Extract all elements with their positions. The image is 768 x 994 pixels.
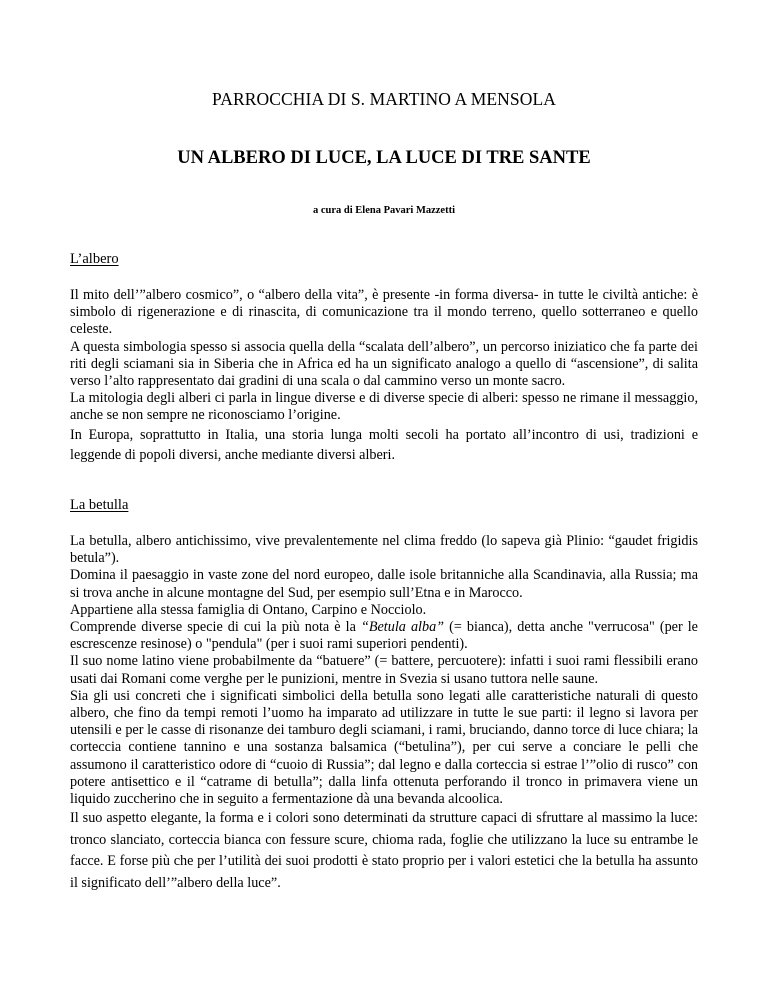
species-text-after: (= bianca), detta anche "verrucosa" (per le escrescenze resinose) o "pendula" (per i suoi rami superiori pendenti).	[70, 619, 698, 653]
paragraph: Il mito dell’”albero cosmico”, o “albero della vita”, è presente -in forma diversa- in tutte le civiltà antiche: è simbolo di rigenerazione e di rinascita, di comunicazione tra il mondo terreno, quello sotterraneo e quello celeste.	[70, 287, 698, 338]
paragraph: In Europa, soprattutto in Italia, una storia lunga molti secoli ha portato all’incontro di usi, tradizioni e leggende di popoli diversi, anche mediante diversi alberi.	[70, 426, 698, 463]
paragraph: Il suo aspetto elegante, la forma e i colori sono determinati da strutture capaci di sfruttare al massimo la luce: tronco slanciato, corteccia bianca con fessure scure, chioma rada, foglie che utilizzano la luce su entrambe le facce. E forse più che per l’utilità dei suoi prodotti è stato proprio per i valori estetici che la betulla ha assunto il significato dell’”albero della luce”.	[70, 810, 698, 891]
author-byline: a cura di Elena Pavari Mazzetti	[312, 205, 455, 216]
paragraph: Sia gli usi concreti che i significati simbolici della betulla sono legati alle caratteristiche naturali di questo albero, che fino da tempi remoti l’uomo ha imparato ad utilizzare in tutte le sue parti: il legno si lavora per utensili e per le casse di risonanze dei tamburo degli sciamani, i rami, bruciando, danno torce di luce chiara; la corteccia contiene tannino e una sostanza balsamica (“betulina”), per cui serve a conciare le pelli che assumono il caratteristico odore di “cuoio di Russia”; dal legno e dalla corteccia si estrae l’”olio di rusco” con potere antisettico e il “catrame di betulla”; dalla linfa ottenuta perforando il tronco in primavera viene un liquido zuccherino che in seguito a fermentazione dà una bevanda alcoolica.	[70, 687, 698, 808]
species-text-before: Comprende diverse specie di cui la più nota è la	[70, 619, 361, 636]
section-heading-albero: L’albero	[70, 251, 119, 267]
paragraph: A questa simbologia spesso si associa quella della “scalata dell’albero”, un percorso iniziatico che fa parte dei riti degli sciamani sia in Siberia che in Africa ed ha un significato analogo a quello di “ascensione”, di salita verso l’alto rappresentato dai gradini di una scala o dal cammino verso un monte sacro.	[70, 338, 698, 390]
section-heading-betulla: La betulla	[70, 497, 129, 513]
paragraph: Il suo nome latino viene probabilmente da “batuere” (= battere, percuotere): infatti i suoi rami flessibili erano usati dai Romani come verghe per le punizioni, mentre in Svezia si usano tuttora nelle saune.	[70, 653, 698, 687]
paragraph: Appartiene alla stessa famiglia di Ontano, Carpino e Nocciolo.	[70, 601, 427, 618]
paragraph: Domina il paesaggio in vaste zone del nord europeo, dalle isole britanniche alla Scandinavia, alla Russia; ma si trova anche in alcune montagne del Sud, per esempio sull’Etna e in Marocco.	[70, 567, 698, 601]
section-body-albero	[70, 287, 698, 465]
species-latin-name: “Betula alba”	[360, 619, 445, 636]
paragraph: La betulla, albero antichissimo, vive prevalentemente nel clima freddo (lo sapeva già Plinio: “gaudet frigidis betula”).	[70, 533, 698, 567]
parish-name: PARROCCHIA DI S. MARTINO A MENSOLA	[212, 89, 556, 109]
paragraph: La mitologia degli alberi ci parla in lingue diverse e di diverse specie di alberi: spesso ne rimane il messaggio, anche se non sempre ne riconosciamo l’origine.	[70, 390, 698, 424]
section-body-betulla	[70, 533, 698, 894]
document-title: UN ALBERO DI LUCE, LA LUCE DI TRE SANTE	[177, 148, 591, 168]
paragraph-species	[70, 619, 698, 653]
